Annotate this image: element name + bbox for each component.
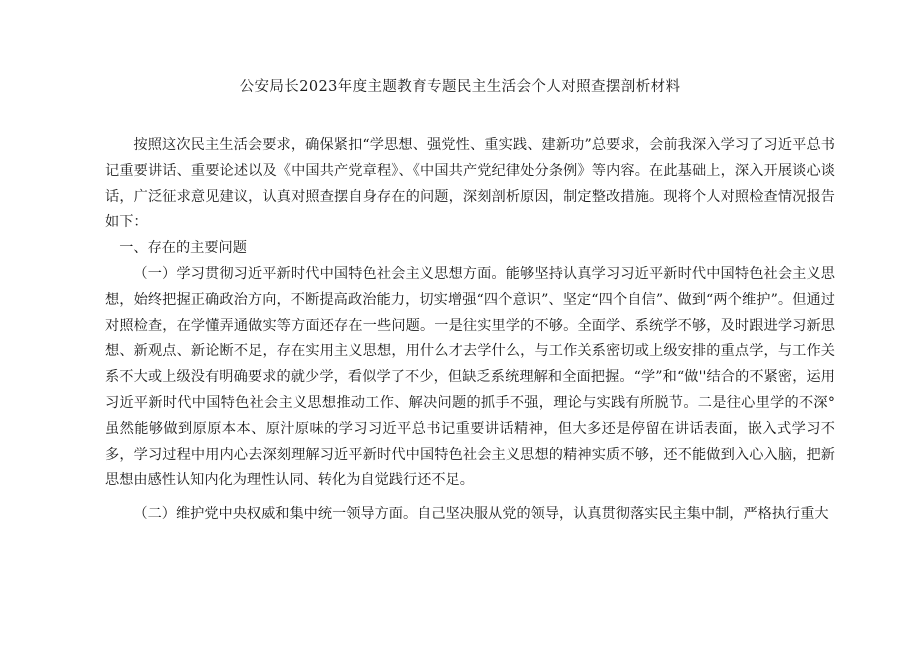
document-title: 公安局长2023年度主题教育专题民主生活会个人对照查摆剖析材料 (239, 79, 681, 95)
section-heading: 一、存在的主要问题 (119, 240, 247, 257)
intro-paragraph: 按照这次民主生活会要求，确保紧扣“学思想、强党性、重实践、建新功”总要求，会前我深入学习了习近平总书记重要讲话、重要论述以及《中国共产党章程》、《中国共产党纪律处分条例》等内容。在此基础上，深入开展谈心谈话，广泛征求意见建议，认真对照查摆自身存在的问题，深刻剖析原因，制定整改措施。现将个人对照检查情况报告如下： (105, 137, 835, 231)
body-paragraph: （一）学习贯彻习近平新时代中国特色社会主义思想方面。能够坚持认真学习习近平新时代中国特色社会主义思想，始终把握正确政治方向，不断提高政治能力，切实增强“四个意识”、坚定“四个自信”、做到“两个维护”。但通过对照检查，在学懂弄通做实等方面还存在一些问题。一是往实里学的不够。全面学、系统学不够，及时跟进学习新思想、新观点、新论断不足，存在实用主义思想，用什么才去学什么，与工作关系密切或上级安排的重点学，与工作关系不大或上级没有明确要求的就少学，看似学了不少，但缺乏系统理解和全面把握。“学”和“做''结合的不紧密，运用习近平新时代中国特色社会主义思想推动工作、解决问题的抓手不强，理论与实践有所脱节。二是往心里学的不深°虽然能够做到原原本本、原汁原味的学习习近平总书记重要讲话精神，但大多还是停留在讲话表面，嵌入式学习不多，学习过程中用内心去深刻理解习近平新时代中国特色社会主义思想的精神实质不够，还不能做到入心入脑，把新思想由感性认知内化为理性认同、转化为自觉践行还不足。 (105, 265, 835, 489)
document-body (105, 133, 835, 528)
body-paragraph: （二）维护党中央权威和集中统一领导方面。自己坚决服从党的领导，认真贯彻落实民主集中制，严格执行重大 (133, 506, 829, 523)
